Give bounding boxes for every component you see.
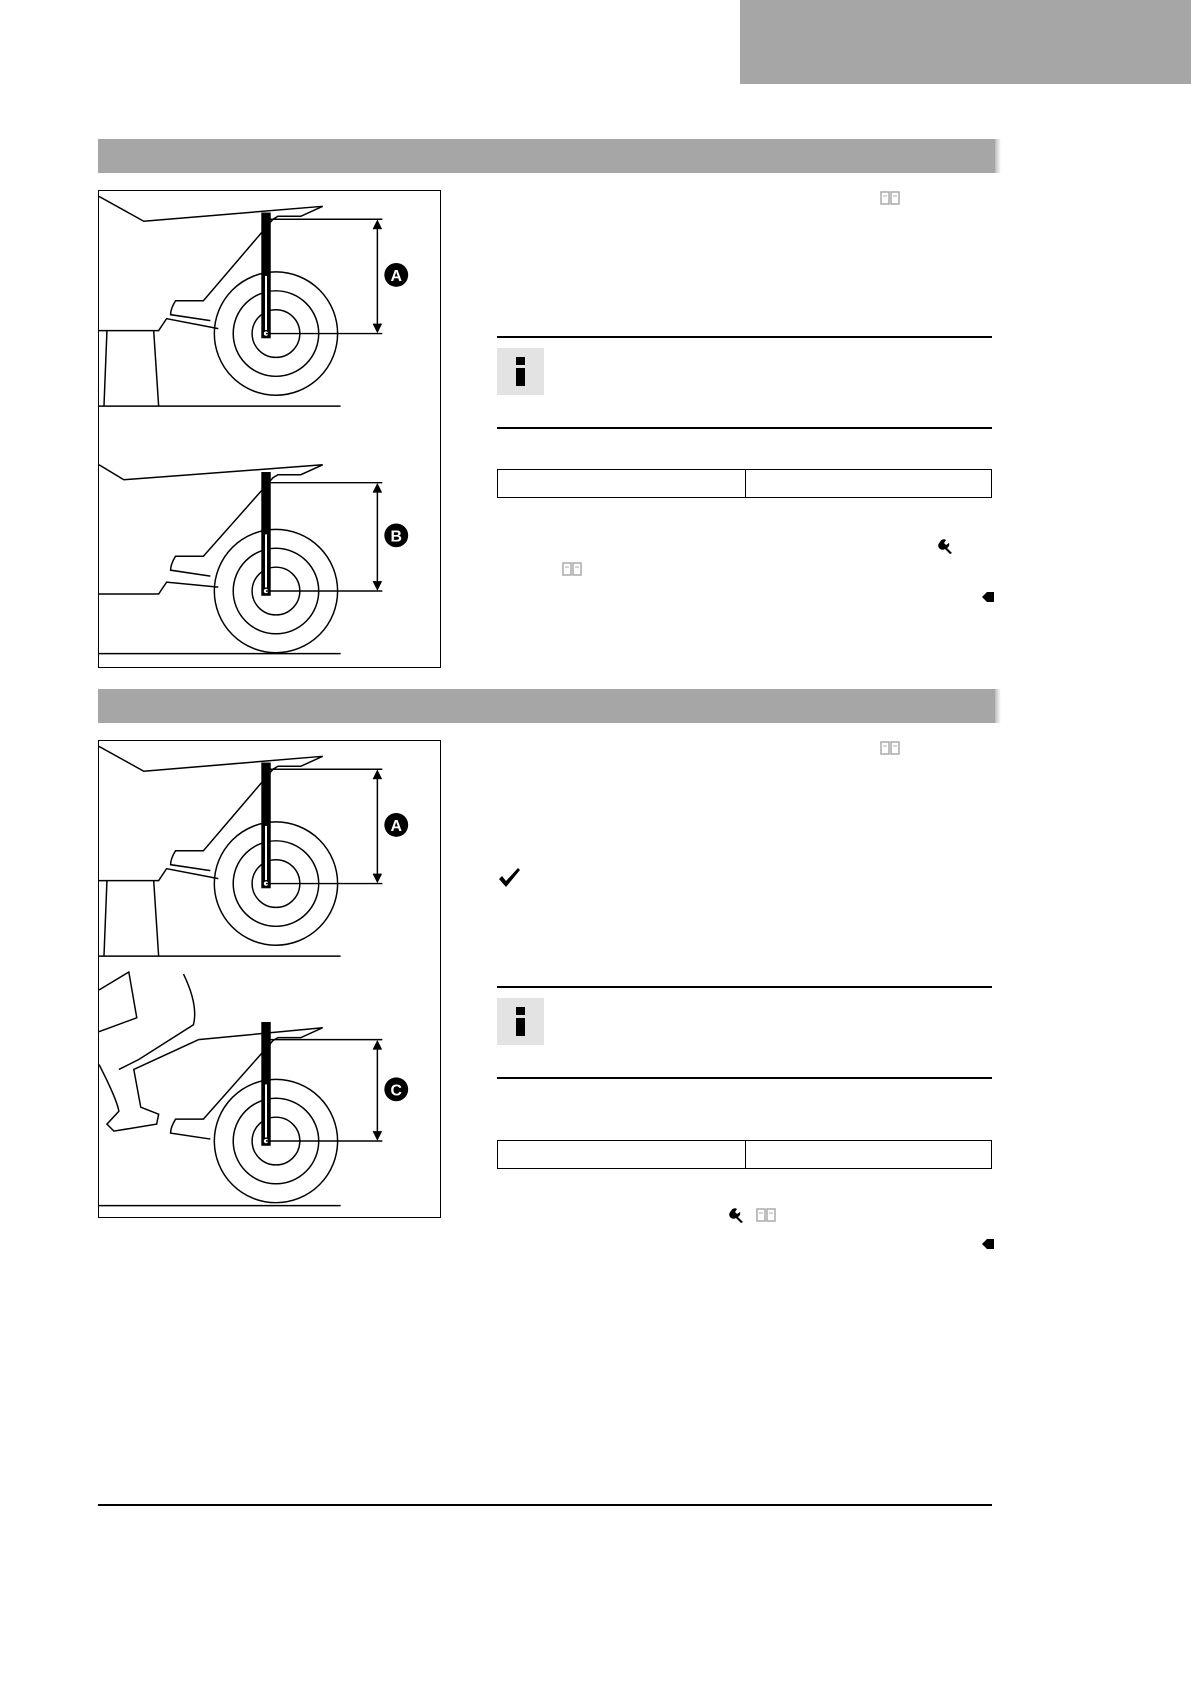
end-marker-icon: [982, 591, 994, 603]
book-reference-icon[interactable]: [880, 191, 900, 205]
info-icon: [497, 348, 544, 395]
checkmark-icon: [497, 866, 521, 890]
figure-sag-measurement-1: [98, 190, 441, 668]
figure-label-a: A: [390, 817, 402, 835]
spec-table-cell-label: [498, 470, 746, 497]
footer-rule: [98, 1504, 992, 1506]
note-rule-bottom-2: [497, 1077, 992, 1079]
figure-label-c: C: [390, 1082, 402, 1100]
spec-table-2: [497, 1140, 992, 1169]
note-rule-bottom-1: [497, 427, 992, 429]
spec-table-1: [497, 469, 992, 498]
spec-table-cell-value: [746, 1141, 991, 1168]
book-reference-icon[interactable]: [880, 741, 900, 755]
note-rule-top-1: [497, 336, 992, 338]
wrench-icon: [728, 1206, 746, 1224]
book-reference-icon[interactable]: [756, 1208, 776, 1222]
end-marker-icon: [982, 1238, 994, 1250]
figure-label-b: B: [390, 528, 402, 546]
figure-sag-measurement-2: [98, 740, 441, 1218]
info-icon: [497, 998, 544, 1045]
wrench-icon: [937, 537, 955, 555]
spec-table-cell-value: [746, 470, 991, 497]
spec-table-cell-label: [498, 1141, 746, 1168]
book-reference-icon[interactable]: [562, 562, 582, 576]
section-heading-bar-2: [98, 689, 995, 723]
chapter-tab: [740, 0, 1191, 84]
figure-label-a: A: [390, 267, 402, 285]
section-heading-bar-1: [98, 139, 995, 173]
note-rule-top-2: [497, 986, 992, 988]
